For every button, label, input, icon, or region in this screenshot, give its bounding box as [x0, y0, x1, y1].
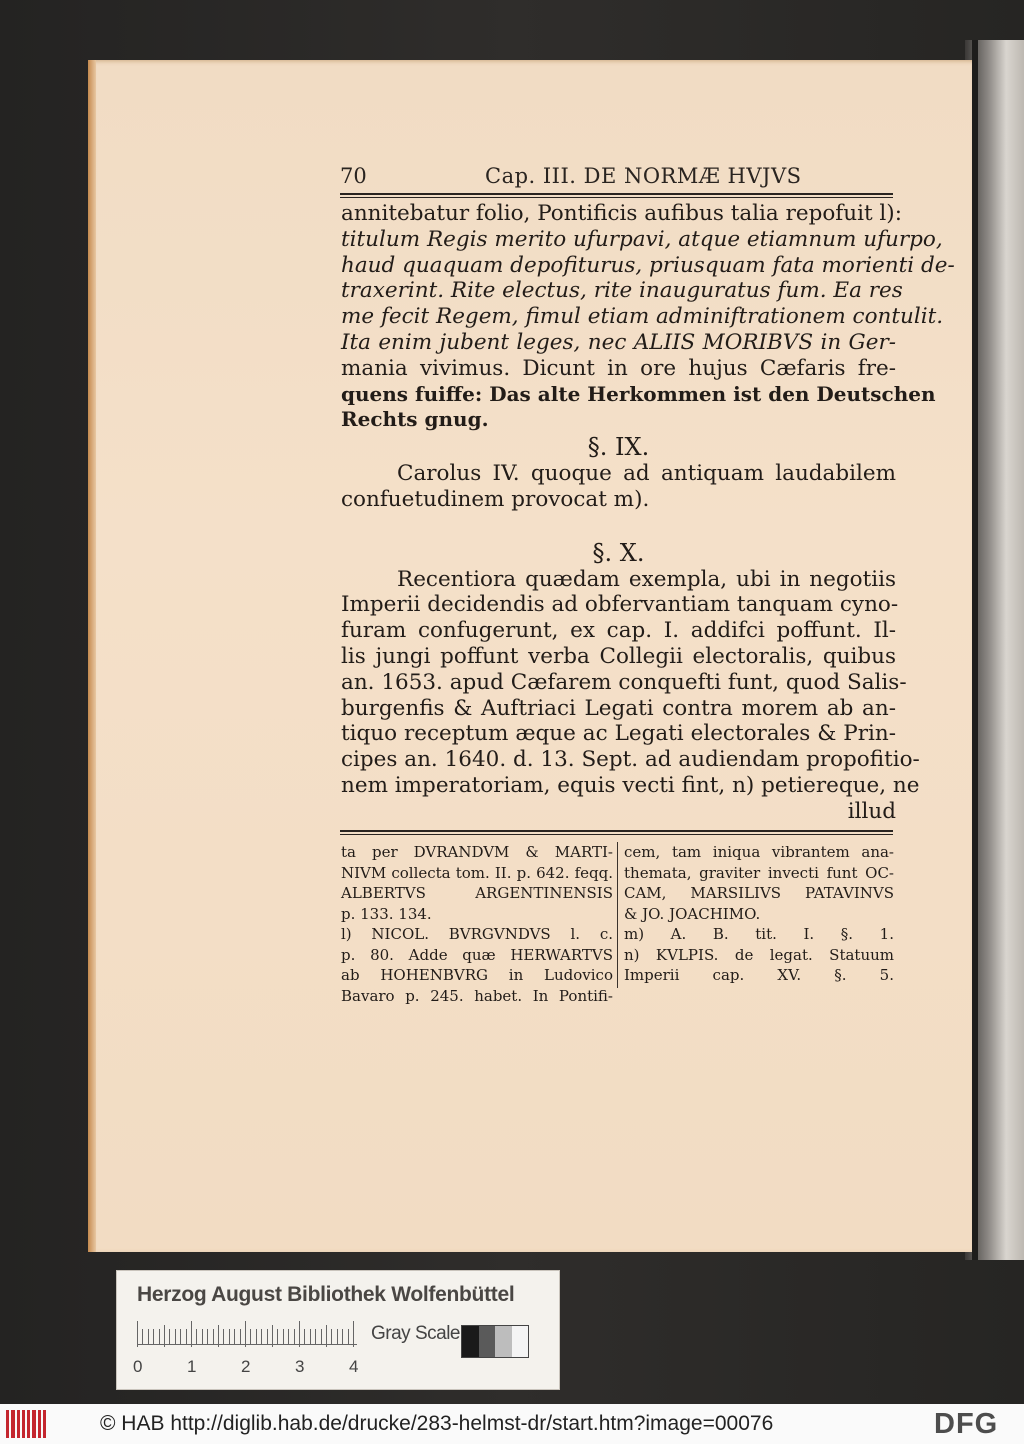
ruler-number: 4 — [349, 1357, 359, 1376]
ruler-tick — [196, 1329, 197, 1345]
ruler-number: 1 — [187, 1357, 197, 1376]
gray-swatch — [462, 1326, 479, 1357]
ruler-tick — [261, 1329, 262, 1345]
ruler-tick — [288, 1329, 289, 1345]
ruler-tick — [148, 1329, 149, 1345]
text-line: an. 1653. apud Cæfarem conquefti funt, quod Salis- — [341, 669, 907, 695]
footnote-line: p. 133. 134. — [341, 904, 432, 923]
gray-scale-label: Gray Scale — [371, 1323, 460, 1344]
ruler-tick — [240, 1329, 241, 1345]
ruler-tick — [326, 1325, 327, 1347]
footnote-line: & JO. JOACHIMO. — [624, 904, 761, 923]
footnote-line: ALBERTVS ARGENTINENSIS — [341, 884, 613, 902]
main-text — [341, 201, 955, 825]
text-line: §. X. — [592, 538, 645, 567]
ruler-number: 2 — [241, 1357, 251, 1376]
ruler-tick — [169, 1329, 170, 1345]
hab-barcode-logo-icon — [6, 1410, 46, 1438]
viewer-footer — [0, 1404, 1024, 1444]
ruler-tick — [213, 1329, 214, 1345]
ruler-tick — [267, 1329, 268, 1345]
ruler-tick — [180, 1329, 181, 1345]
text-line: illud — [847, 798, 896, 824]
text-line — [341, 513, 896, 539]
page-number: 70 — [340, 164, 367, 188]
ruler-tick — [272, 1325, 273, 1347]
ruler-tick — [321, 1329, 322, 1345]
ruler-tick — [331, 1329, 332, 1345]
header-rule-thin — [340, 197, 893, 198]
ruler-tick — [229, 1329, 230, 1345]
ruler-tick — [207, 1329, 208, 1345]
running-title: Cap. III. DE NORMÆ HVJVS — [485, 164, 802, 188]
footnote-line: n) KVLPIS. de legat. Statuum — [624, 945, 894, 964]
footnotes-right-column — [624, 842, 894, 986]
text-line: Rechts gnug. — [341, 407, 489, 432]
gray-swatch — [495, 1326, 512, 1357]
ruler-tick — [137, 1321, 138, 1347]
footnote-line: m) A. B. tit. I. §. 1. — [624, 925, 894, 943]
text-line: confuetudinem provocat m). — [341, 486, 650, 512]
ruler-tick — [223, 1329, 224, 1345]
ruler-tick — [310, 1329, 311, 1345]
footnote-line: ta per DVRANDVM & MARTI- — [341, 843, 613, 861]
ruler-tick — [164, 1325, 165, 1347]
ruler-tick — [337, 1329, 338, 1345]
text-line: tiquo receptum æque ac Legati electorales & Prin- — [341, 721, 896, 747]
text-line: Ita enim jubent leges, nec ALIIS MORIBVS in Ger- — [341, 329, 896, 355]
page-edge — [88, 60, 96, 1252]
copyright-url[interactable]: © HAB http://diglib.hab.de/drucke/283-helmst-dr/start.htm?image=00076 — [100, 1412, 774, 1435]
ruler-tick — [348, 1329, 349, 1345]
ruler-tick — [342, 1329, 343, 1345]
ruler-tick — [142, 1329, 143, 1345]
gray-swatch — [479, 1326, 496, 1357]
ruler-tick — [315, 1329, 316, 1345]
footnote-line: NIVM collecta tom. II. p. 642. feqq. — [341, 863, 613, 882]
ruler-tick — [304, 1329, 305, 1345]
gray-scale-bar — [461, 1325, 529, 1358]
ruler-tick — [218, 1325, 219, 1347]
library-color-card — [116, 1270, 560, 1390]
text-line: Imperii decidendis ad obfervantiam tanquam cyno- — [341, 592, 899, 618]
ruler-tick — [234, 1329, 235, 1345]
ruler-tick — [283, 1329, 284, 1345]
header-rule — [340, 193, 893, 195]
text-line: Carolus IV. quoque ad antiquam laudabilem — [397, 461, 896, 487]
footnote-line: ab HOHENBVRG in Ludovico — [341, 966, 613, 984]
ruler-tick — [202, 1329, 203, 1345]
ruler-tick — [277, 1329, 278, 1345]
footnote-rule — [340, 830, 893, 832]
ruler-tick — [175, 1329, 176, 1345]
footnote-line: Imperii cap. XV. §. 5. — [624, 966, 894, 984]
text-line: cipes an. 1640. d. 13. Sept. ad audiendam propofitio- — [341, 747, 920, 773]
ruler-number: 3 — [295, 1357, 305, 1376]
text-line: traxerint. Rite electus, rite inauguratus fum. Ea res — [341, 278, 903, 304]
book-gutter — [972, 40, 978, 1260]
text-line: Recentiora quædam exempla, ubi in negotiis — [397, 566, 896, 592]
text-line: titulum Regis merito ufurpavi, atque etiamnum ufurpo, — [341, 226, 943, 252]
footnote-line: cem, tam iniqua vibrantem ana- — [624, 843, 894, 861]
ruler-number: 0 — [133, 1357, 143, 1376]
ruler-tick — [256, 1329, 257, 1345]
ruler-tick — [299, 1321, 300, 1347]
text-line: mania vivimus. Dicunt in ore hujus Cæfaris fre- — [341, 355, 896, 381]
footnotes-left-column — [341, 842, 613, 1006]
ruler-tick — [245, 1321, 246, 1347]
gray-swatch — [512, 1326, 529, 1357]
text-line: nem imperatoriam, equis vecti fint, n) petiereque, ne — [341, 772, 920, 798]
text-line: furam confugerunt, ex cap. I. addifci poffunt. Il- — [341, 618, 896, 644]
footnote-line: CAM, MARSILIVS PATAVINVS — [624, 884, 894, 902]
library-name: Herzog August Bibliothek Wolfenbüttel — [137, 1283, 515, 1306]
footnote-line: p. 80. Adde quæ HERWARTVS — [341, 945, 613, 964]
text-line: haud quaquam depofiturus, priusquam fata morienti de- — [341, 252, 955, 278]
dfg-logo: DFG — [934, 1408, 999, 1440]
text-line: burgenfis & Auftriaci Legati contra morem ab an- — [341, 695, 896, 721]
footnote-line: Bavaro p. 245. habet. In Pontifi- — [341, 986, 613, 1005]
text-line: me fecit Regem, fimul etiam adminiftrationem contulit. — [341, 304, 944, 330]
ruler-tick — [250, 1329, 251, 1345]
text-line: quens fuiffe: Das alte Herkommen ist den Deutschen — [341, 381, 936, 406]
text-line: annitebatur folio, Pontificis aufibus talia repofuit l): — [341, 201, 902, 226]
ruler-tick — [294, 1329, 295, 1345]
text-line: §. IX. — [587, 433, 650, 462]
ruler-tick — [191, 1321, 192, 1347]
footnote-line: themata, graviter invecti funt OC- — [624, 863, 894, 882]
ruler-tick — [186, 1329, 187, 1345]
footnote-rule-thin — [340, 834, 893, 835]
footnote-line: l) NICOL. BVRGVNDVS l. c. — [341, 925, 613, 943]
page-header — [340, 164, 895, 194]
text-line: lis jungi poffunt verba Collegii electoralis, quibus — [341, 643, 896, 669]
footnote-column-divider — [617, 842, 618, 988]
ruler-tick — [153, 1329, 154, 1345]
ruler-tick — [353, 1321, 354, 1347]
ruler-tick — [159, 1329, 160, 1345]
